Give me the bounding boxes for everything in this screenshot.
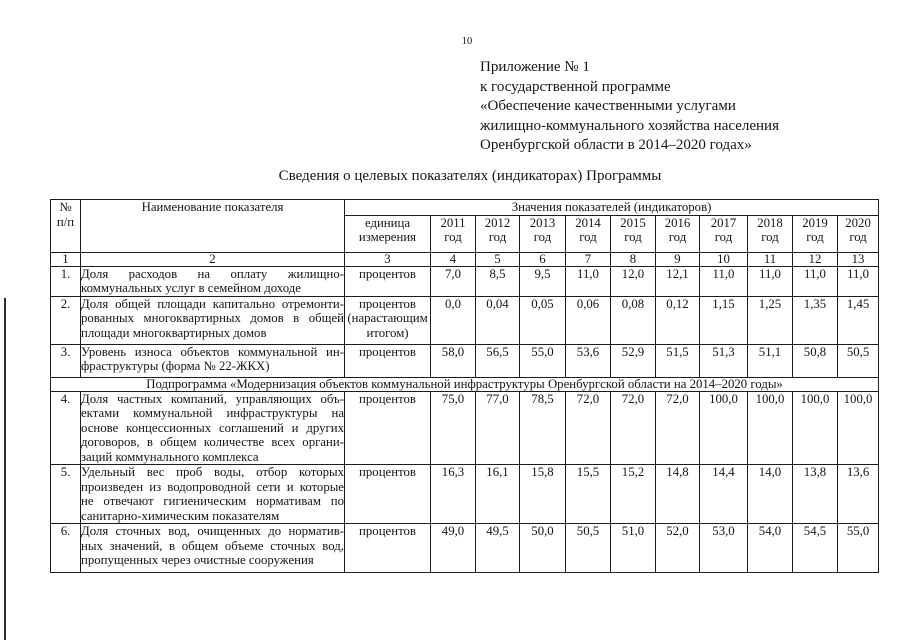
- value-cell-2020: 13,6: [838, 465, 879, 524]
- value-cell-2012: 8,5: [476, 266, 520, 296]
- value-cell-2015: 15,2: [611, 465, 656, 524]
- unit-of-measure: процентов (нарастающим итогом): [345, 296, 431, 344]
- header-year-cell: [700, 215, 748, 252]
- value-cell-2012: 16,1: [476, 465, 520, 524]
- value-cell-2011: 7,0: [431, 266, 476, 296]
- document-title: Сведения о целевых показателях (индикаторах) Программы: [278, 168, 662, 184]
- value-cell-2020: 55,0: [838, 524, 879, 573]
- unit-of-measure: процентов: [345, 344, 431, 377]
- header-year-cell: [656, 215, 700, 252]
- indicator-row: [51, 465, 879, 524]
- header-year-cell: [611, 215, 656, 252]
- header-year-unit: год: [849, 230, 867, 244]
- column-number: 6: [520, 252, 566, 266]
- value-cell-2019: 11,0: [793, 266, 838, 296]
- row-number: 5.: [51, 465, 81, 524]
- value-cell-2018: 14,0: [748, 465, 793, 524]
- table-header: [51, 200, 879, 267]
- value-cell-2012: 49,5: [476, 524, 520, 573]
- column-number: 7: [566, 252, 611, 266]
- value-cell-2011: 75,0: [431, 391, 476, 465]
- header-year-unit: год: [668, 230, 687, 244]
- value-cell-2014: 15,5: [566, 465, 611, 524]
- value-cell-2011: 0,0: [431, 296, 476, 344]
- value-cell-2013: 78,5: [520, 391, 566, 465]
- column-number: 2: [81, 252, 345, 266]
- header-year-cell: [793, 215, 838, 252]
- header-indicator-name: Наименование показателя: [81, 200, 345, 253]
- value-cell-2019: 54,5: [793, 524, 838, 573]
- unit-of-measure: процентов: [345, 391, 431, 465]
- appendix-line: к государственной программе: [480, 78, 671, 95]
- value-cell-2015: 0,08: [611, 296, 656, 344]
- appendix-line: Оренбургской области в 2014–2020 годах»: [480, 137, 752, 153]
- value-cell-2016: 52,0: [656, 524, 700, 573]
- value-cell-2018: 54,0: [748, 524, 793, 573]
- value-cell-2014: 72,0: [566, 391, 611, 465]
- header-unit: единица измерения: [345, 215, 431, 252]
- appendix-line: жилищно-коммунального хозяйства населения: [480, 117, 779, 134]
- column-number: 9: [656, 252, 700, 266]
- indicator-name-line: основе концессионных соглашений и других: [81, 420, 344, 435]
- value-cell-2017: 51,3: [700, 344, 748, 377]
- indicator-name-line: Уровень износа объектов коммунальной ин-: [81, 344, 344, 359]
- column-number: 12: [793, 252, 838, 266]
- value-cell-2016: 0,12: [656, 296, 700, 344]
- value-cell-2012: 0,04: [476, 296, 520, 344]
- column-number: 5: [476, 252, 520, 266]
- indicator-name-line: ектами коммунальной инфраструктуры на: [81, 406, 344, 420]
- column-number: 11: [748, 252, 793, 266]
- value-cell-2015: 72,0: [611, 391, 656, 465]
- value-cell-2015: 52,9: [611, 344, 656, 377]
- value-cell-2013: 9,5: [520, 266, 566, 296]
- indicator-row: [51, 296, 879, 344]
- header-year-unit: год: [714, 230, 733, 244]
- value-cell-2016: 51,5: [656, 344, 700, 377]
- header-number-label: п/п: [56, 214, 75, 229]
- value-cell-2014: 0,06: [566, 296, 611, 344]
- indicator-name-line: коммунальных услуг в семейном доходе: [81, 281, 301, 295]
- indicator-name-line: площади многоквартирных домов: [81, 325, 267, 340]
- indicator-row: [51, 391, 879, 465]
- header-year-cell: [520, 215, 566, 252]
- table-body: [51, 266, 879, 573]
- value-cell-2015: 51,0: [611, 524, 656, 573]
- column-number: 1: [51, 252, 81, 266]
- header-number-symbol: №: [59, 200, 72, 214]
- unit-of-measure: процентов: [345, 465, 431, 524]
- page-number: 10: [461, 36, 473, 47]
- column-number: 4: [431, 252, 476, 266]
- indicator-name-line: пропущенных через очистные сооружения: [81, 553, 314, 567]
- header-year-cell: [838, 215, 879, 252]
- indicator-row: [51, 344, 879, 377]
- header-year-cell: [566, 215, 611, 252]
- value-cell-2019: 13,8: [793, 465, 838, 524]
- value-cell-2019: 50,8: [793, 344, 838, 377]
- column-number: 8: [611, 252, 656, 266]
- column-number-row: [51, 252, 879, 266]
- value-cell-2017: 14,4: [700, 465, 748, 524]
- header-year: 2017: [710, 215, 737, 230]
- indicator-name: [81, 524, 345, 573]
- indicator-name-line: ных значений, в общем объеме сточных вод,: [81, 538, 344, 553]
- value-cell-2013: 55,0: [520, 344, 566, 377]
- indicator-row: [51, 524, 879, 573]
- appendix-header: [480, 58, 779, 156]
- header-year: 2014: [575, 215, 601, 230]
- header-year: 2012: [484, 215, 511, 230]
- row-number: 3.: [51, 344, 81, 377]
- value-cell-2016: 12,1: [656, 266, 700, 296]
- value-cell-2013: 15,8: [520, 465, 566, 524]
- value-cell-2011: 49,0: [431, 524, 476, 573]
- appendix-line: «Обеспечение качественными услугами: [480, 98, 736, 114]
- indicator-name: [81, 465, 345, 524]
- value-cell-2017: 11,0: [700, 266, 748, 296]
- header-year-unit: год: [533, 230, 552, 244]
- value-cell-2011: 58,0: [431, 344, 476, 377]
- value-cell-2019: 1,35: [793, 296, 838, 344]
- header-values-group: Значения показателей (индикаторов): [345, 200, 879, 216]
- column-number: 10: [700, 252, 748, 266]
- value-cell-2016: 14,8: [656, 465, 700, 524]
- unit-of-measure: процентов: [345, 524, 431, 573]
- header-year-unit: год: [806, 230, 824, 244]
- header-year: 2019: [802, 215, 828, 230]
- value-cell-2020: 11,0: [838, 266, 879, 296]
- value-cell-2014: 50,5: [566, 524, 611, 573]
- value-cell-2017: 1,15: [700, 296, 748, 344]
- header-row: [51, 200, 879, 216]
- subprogram-title: Подпрограмма «Модернизация объектов коммунальной инфраструктуры Оренбургской области на 2014–2020 годы»: [51, 377, 879, 391]
- header-year: 2015: [620, 215, 646, 230]
- indicator-name-line: не отвечают гигиеническим нормативам по: [81, 494, 344, 508]
- unit-of-measure: процентов: [345, 266, 431, 296]
- value-cell-2018: 1,25: [748, 296, 793, 344]
- value-cell-2013: 0,05: [520, 296, 566, 344]
- indicator-name: [81, 266, 345, 296]
- row-number: 6.: [51, 524, 81, 573]
- indicator-name-line: Доля расходов на оплату жилищно-: [81, 266, 344, 281]
- header-year: 2016: [664, 215, 691, 230]
- header-year-unit: год: [444, 230, 462, 244]
- header-year: 2011: [440, 215, 466, 230]
- indicator-name: [81, 344, 345, 377]
- column-number: 3: [345, 252, 431, 266]
- value-cell-2014: 11,0: [566, 266, 611, 296]
- header-number-cell: [51, 200, 81, 253]
- value-cell-2017: 53,0: [700, 524, 748, 573]
- row-number: 2.: [51, 296, 81, 344]
- indicator-name: [81, 296, 345, 344]
- value-cell-2020: 50,5: [838, 344, 879, 377]
- value-cell-2018: 11,0: [748, 266, 793, 296]
- indicator-name-line: заций коммунального комплекса: [81, 449, 259, 464]
- header-year-unit: год: [488, 230, 507, 244]
- scan-edge-line: [4, 298, 6, 640]
- indicator-name-line: Доля частных компаний, управляющих объ-: [81, 391, 344, 406]
- value-cell-2019: 100,0: [793, 391, 838, 465]
- row-number: 4.: [51, 391, 81, 465]
- value-cell-2020: 100,0: [838, 391, 879, 465]
- header-year-cell: [476, 215, 520, 252]
- indicator-name-line: санитарно-химическим показателям: [81, 508, 280, 523]
- header-year-unit: год: [761, 230, 779, 244]
- value-cell-2014: 53,6: [566, 344, 611, 377]
- value-cell-2011: 16,3: [431, 465, 476, 524]
- header-year-unit: год: [579, 230, 597, 244]
- value-cell-2016: 72,0: [656, 391, 700, 465]
- header-year-unit: год: [624, 230, 642, 244]
- header-year: 2013: [529, 215, 556, 230]
- header-year-cell: [431, 215, 476, 252]
- indicator-name-line: Доля общей площади капитально отремонти-: [81, 296, 344, 311]
- indicator-name-line: произведен из водопроводной сети и которые: [81, 479, 344, 494]
- indicator-name-line: Доля сточных вод, очищенных до норматив-: [81, 524, 344, 538]
- indicator-row: [51, 266, 879, 296]
- header-year: 2020: [845, 215, 871, 230]
- indicator-name-line: Удельный вес проб воды, отбор которых: [81, 465, 344, 479]
- appendix-line: Приложение № 1: [480, 59, 590, 75]
- value-cell-2015: 12,0: [611, 266, 656, 296]
- indicator-name-line: договоров, в общем количестве всех органи-: [81, 435, 344, 449]
- indicator-name-line: фраструктуры (форма № 22-ЖКХ): [81, 359, 270, 373]
- value-cell-2012: 56,5: [476, 344, 520, 377]
- row-number: 1.: [51, 266, 81, 296]
- column-number: 13: [838, 252, 879, 266]
- indicators-table: [50, 199, 879, 573]
- value-cell-2012: 77,0: [476, 391, 520, 465]
- value-cell-2017: 100,0: [700, 391, 748, 465]
- value-cell-2020: 1,45: [838, 296, 879, 344]
- header-year-cell: [748, 215, 793, 252]
- value-cell-2018: 100,0: [748, 391, 793, 465]
- indicator-name-line: рованных многоквартирных домов в общей: [81, 311, 344, 325]
- header-year: 2018: [757, 215, 783, 230]
- value-cell-2013: 50,0: [520, 524, 566, 573]
- subprogram-row: [51, 377, 879, 391]
- indicator-name: [81, 391, 345, 465]
- value-cell-2018: 51,1: [748, 344, 793, 377]
